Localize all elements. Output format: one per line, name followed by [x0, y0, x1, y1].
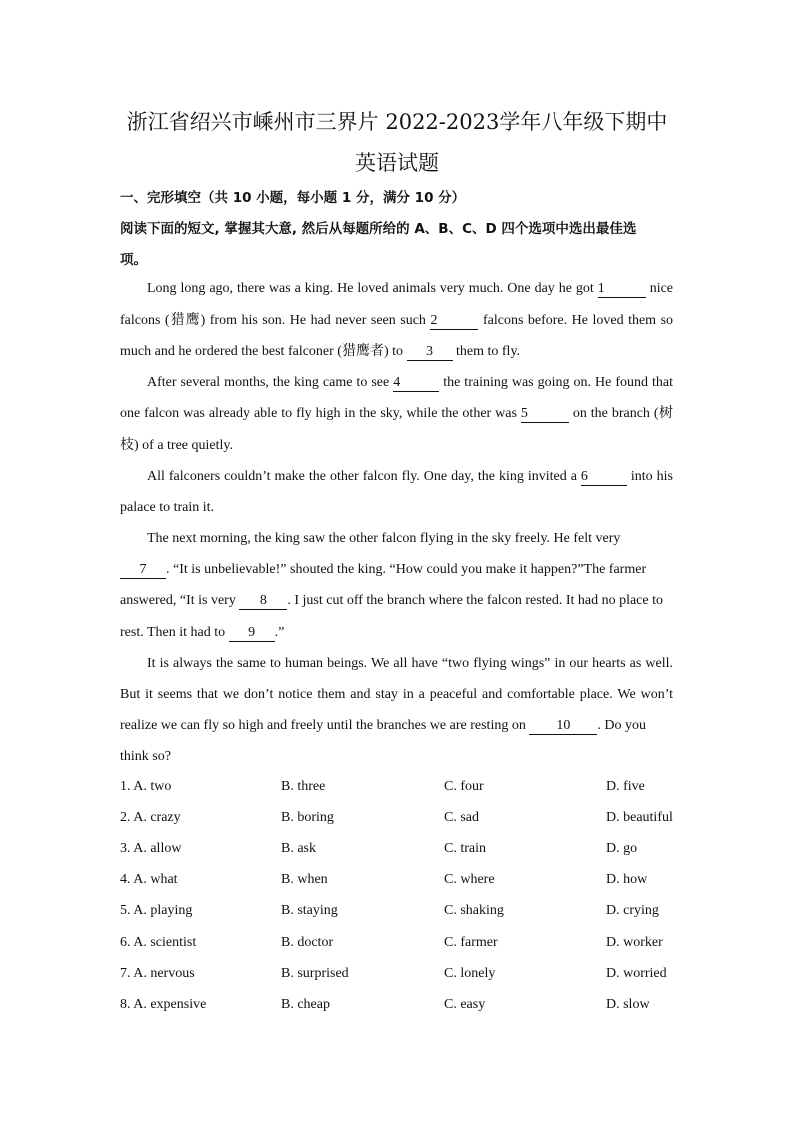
option-d: D. how	[606, 872, 648, 887]
answer-blank-4: 4	[393, 375, 439, 392]
passage-line: It is always the same to human beings. We all have “two flying wings” in our hearts as well.	[147, 656, 673, 671]
option-c: C. lonely	[444, 966, 496, 981]
option-b: B. doctor	[281, 935, 334, 950]
option-c: C. train	[444, 841, 486, 856]
passage-line: realize we can fly so high and freely until the branches we are resting on 10 . Do you	[120, 718, 646, 733]
option-c: C. where	[444, 872, 495, 887]
passage-line: 枝) of a tree quietly.	[120, 438, 233, 453]
answer-blank-9: 9	[229, 625, 275, 642]
passage-line: 7 . “It is unbelievable!” shouted the king. “How could you make it happen?”The farmer	[120, 560, 673, 580]
option-a: 7. A. nervous	[120, 966, 195, 981]
answer-blank-6: 6	[581, 469, 627, 486]
answer-blank-2: 2	[430, 313, 478, 330]
passage-line: rest. Then it had to 9 .”	[120, 625, 285, 640]
passage-line: answered, “It is very 8 . I just cut off the branch where the falcon rested. It had no place to	[120, 593, 663, 608]
section-heading: 一、完形填空（共 10 小题，每小题 1 分，满分 10 分）	[120, 190, 466, 206]
section-instruction: 阅读下面的短文, 掌握其大意, 然后从每题所给的 A、B、C、D 四个选项中选出最佳选	[120, 221, 637, 237]
option-c: C. easy	[444, 997, 486, 1012]
passage-line: Long long ago, there was a king. He loved animals very much. One day he got 1 nice	[147, 281, 674, 296]
option-b: B. surprised	[281, 966, 349, 981]
option-d: D. crying	[606, 903, 659, 918]
option-a: 8. A. expensive	[120, 997, 207, 1012]
answer-blank-1: 1	[598, 281, 646, 298]
option-d: D. go	[606, 841, 638, 856]
answer-blank-5: 5	[521, 406, 569, 423]
answer-blank-8: 8	[239, 593, 287, 610]
passage-line: The next morning, the king saw the other falcon flying in the sky freely. He felt very	[147, 531, 621, 546]
answer-blank-7: 7	[120, 562, 166, 579]
option-b: B. three	[281, 779, 326, 794]
option-a: 5. A. playing	[120, 903, 193, 918]
option-d: D. worker	[606, 935, 663, 950]
passage-line: palace to train it.	[120, 500, 215, 515]
option-b: B. cheap	[281, 997, 330, 1012]
option-c: C. sad	[444, 810, 479, 825]
option-b: B. staying	[281, 903, 338, 918]
answer-blank-10: 10	[529, 718, 597, 735]
option-a: 6. A. scientist	[120, 935, 197, 950]
option-d: D. worried	[606, 966, 667, 981]
option-b: B. boring	[281, 810, 334, 825]
option-a: 4. A. what	[120, 872, 178, 887]
passage-line: All falconers couldn’t make the other falcon fly. One day, the king invited a 6 into his	[147, 469, 673, 484]
exam-subtitle: 英语试题	[355, 151, 439, 175]
passage-line: After several months, the king came to see 4 the training was going on. He found that	[147, 375, 673, 390]
option-d: D. slow	[606, 997, 650, 1012]
option-c: C. farmer	[444, 935, 498, 950]
section-instruction-cont: 项。	[120, 252, 147, 268]
option-d: D. beautiful	[606, 810, 673, 825]
passage-line: one falcon was already able to fly high in the sky, while the other was 5 on the branch (树	[120, 406, 673, 421]
option-a: 2. A. crazy	[120, 810, 181, 825]
option-a: 1. A. two	[120, 779, 172, 794]
passage-line: But it seems that we don’t notice them and stay in a peaceful and comfortable place. We won’t	[120, 687, 673, 702]
passage-line: much and he ordered the best falconer (猎鹰者) to 3 them to fly.	[120, 344, 521, 359]
option-c: C. shaking	[444, 903, 504, 918]
passage-line: falcons (猎鹰) from his son. He had never seen such 2 falcons before. He loved them so	[120, 313, 674, 328]
option-b: B. when	[281, 872, 328, 887]
option-b: B. ask	[281, 841, 316, 856]
option-c: C. four	[444, 779, 484, 794]
answer-blank-3: 3	[407, 344, 453, 361]
option-a: 3. A. allow	[120, 841, 182, 856]
passage-line: think so?	[120, 749, 171, 764]
exam-title: 浙江省绍兴市嵊州市三界片 2022-2023学年八年级下期中	[126, 110, 668, 134]
option-d: D. five	[606, 779, 645, 794]
